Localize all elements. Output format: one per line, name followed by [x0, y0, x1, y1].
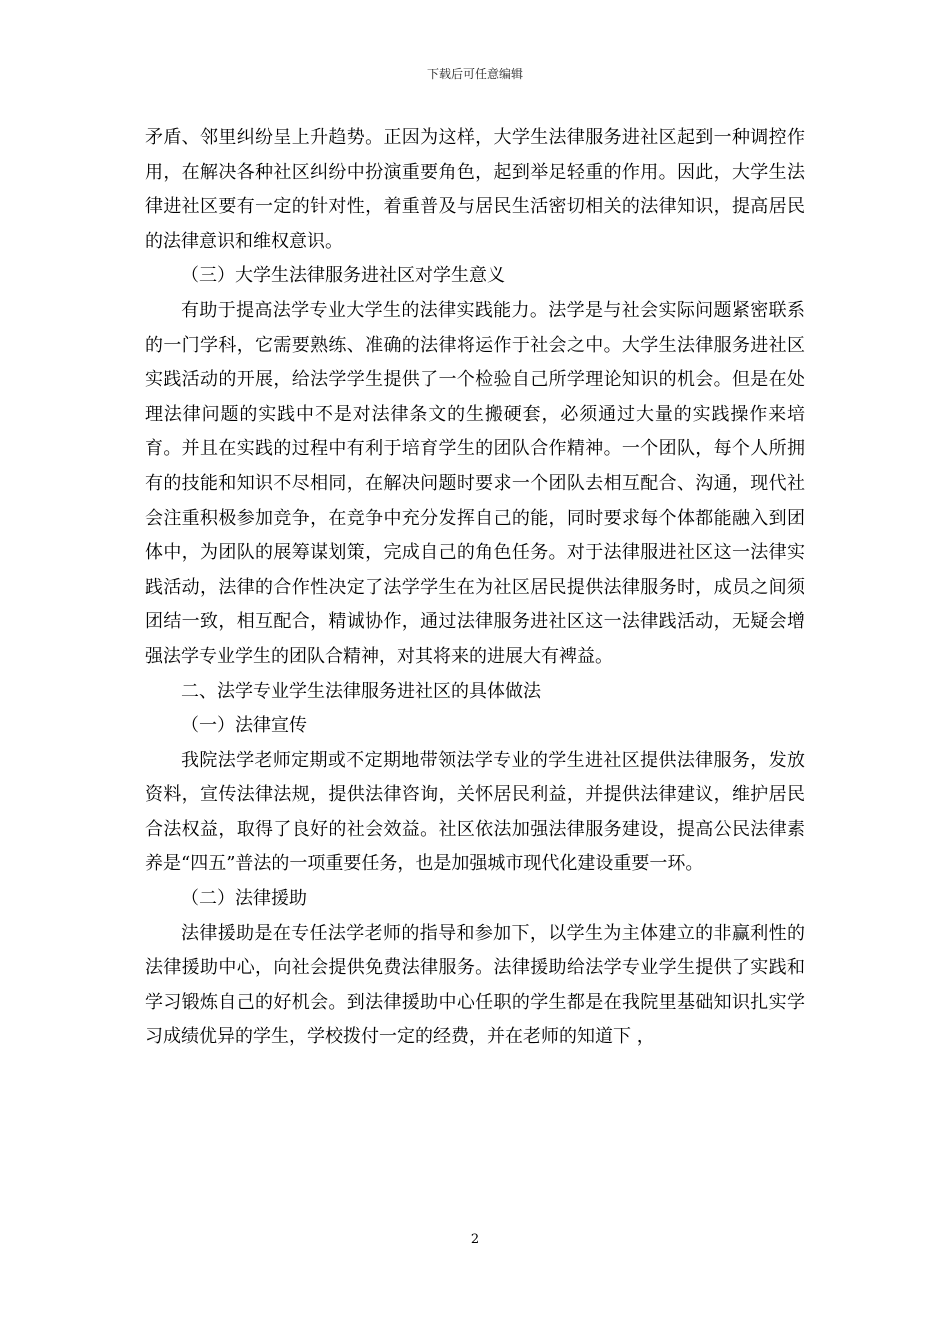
- paragraph: 有助于提高法学专业大学生的法律实践能力。法学是与社会实际问题紧密联系的一门学科，它需要熟练、准确的法律将运作于社会之中。大学生法律服务进社区实践活动的开展，给法学学生提供了一个检验自己所学理论知识的机会。但是在处理法律问题的实践中不是对法律条文的生搬硬套，必须通过大量的实践操作来培育。并且在实践的过程中有利于培育学生的团队合作精神。一个团队，每个人所拥有的技能和知识不尽相同，在解决问题时要求一个团队去相互配合、沟通，现代社会注重积极参加竞争，在竞争中充分发挥自己的能，同时要求每个体都能融入到团体中，为团队的展筹谋划策，完成自己的角色任务。对于法律服进社区这一法律实践活动，法律的合作性决定了法学学生在为社区居民提供法律服务时，成员之间须团结一致，相互配合，精诚协作，通过法律服务进社区这一法律践活动，无疑会增强法学专业学生的团队合精神，对其将来的进展大有裨益。: [145, 299, 805, 667]
- document-body: [145, 121, 805, 1055]
- page-header: 下载后可任意编辑: [426, 67, 523, 81]
- section-heading-3: （三）大学生法律服务进社区对学生意义: [181, 265, 505, 287]
- paragraph-continuation: 矛盾、邻里纠纷呈上升趋势。正因为这样，大学生法律服务进社区起到一种调控作用，在解决各种社区纠纷中扮演重要角色，起到举足轻重的作用。因此，大学生法律进社区要有一定的针对性，着重普及与居民生活密切相关的法律知识，提高居民的法律意识和维权意识。: [145, 127, 805, 252]
- section-heading-2: 二、法学专业学生法律服务进社区的具体做法: [181, 680, 541, 702]
- page-number: 2: [470, 1232, 480, 1247]
- paragraph: 法律援助是在专任法学老师的指导和参加下，以学生为主体建立的非赢利性的法律援助中心，向社会提供免费法律服务。法律援助给法学专业学生提供了实践和学习锻炼自己的好机会。到法律援助中心任职的学生都是在我院里基础知识扎实学习成绩优异的学生，学校拨付一定的经费，并在老师的知道下 ，: [145, 922, 805, 1048]
- subsection-heading-2: （二）法律援助: [181, 888, 307, 910]
- subsection-heading-1: （一）法律宣传: [181, 715, 307, 737]
- paragraph: 我院法学老师定期或不定期地带领法学专业的学生进社区提供法律服务，发放资料，宣传法律法规，提供法律咨询，关怀居民利益，并提供法律建议，维护居民合法权益，取得了良好的社会效益。社区依法加强法律服务建设，提高公民法律素养是“四五”普法的一项重要任务，也是加强城市现代化建设重要一环。: [145, 749, 805, 875]
